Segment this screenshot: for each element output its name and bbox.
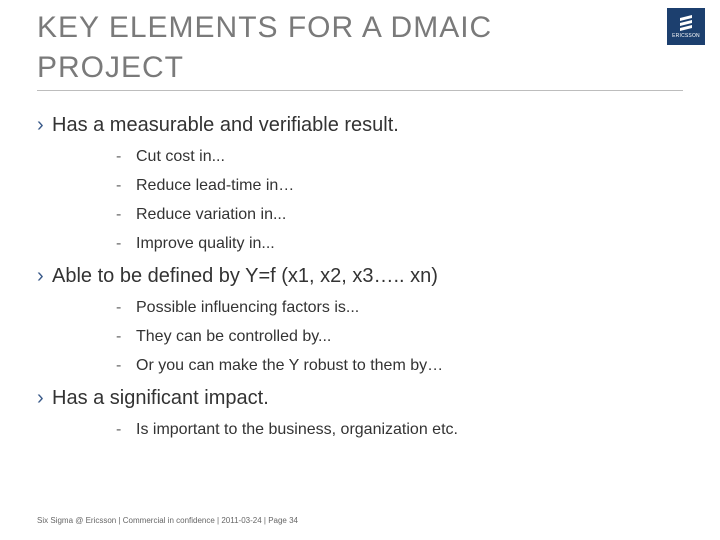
sub-text: They can be controlled by... — [136, 328, 332, 345]
bullet-item — [37, 108, 697, 142]
sub-text: Improve quality in... — [136, 235, 275, 252]
dash-icon: - — [116, 299, 122, 316]
dash-icon: - — [116, 421, 122, 438]
ericsson-mark-icon — [677, 15, 695, 31]
logo-wordmark: ERICSSON — [672, 32, 700, 39]
bullet-item — [37, 381, 697, 415]
sub-item — [116, 229, 697, 258]
dash-icon: - — [116, 177, 122, 194]
sub-item — [116, 351, 697, 380]
sub-list — [37, 142, 697, 258]
slide-body — [37, 108, 697, 445]
sub-item — [116, 171, 697, 200]
sub-text: Is important to the business, organization etc. — [136, 421, 458, 438]
ericsson-logo — [667, 8, 705, 45]
sub-text: Cut cost in... — [136, 148, 225, 165]
bullet-text: Able to be defined by Y=f (x1, x2, x3….. xn) — [52, 265, 438, 287]
slide-footer: Six Sigma @ Ericsson | Commercial in confidence | 2011-03-24 | Page 34 — [37, 516, 298, 525]
dash-icon: - — [116, 148, 122, 165]
sub-list — [37, 293, 697, 380]
bullet-group — [37, 108, 697, 258]
bullet-group — [37, 381, 697, 444]
sub-item — [116, 293, 697, 322]
bullet-text: Has a measurable and verifiable result. — [52, 114, 399, 136]
chevron-right-icon: › — [37, 114, 44, 136]
title-divider — [37, 90, 683, 91]
sub-item — [116, 415, 697, 444]
chevron-right-icon: › — [37, 387, 44, 409]
sub-text: Reduce variation in... — [136, 206, 287, 223]
dash-icon: - — [116, 235, 122, 252]
bullet-text: Has a significant impact. — [52, 387, 269, 409]
sub-text: Or you can make the Y robust to them by… — [136, 357, 444, 374]
sub-text: Possible influencing factors is... — [136, 299, 360, 316]
sub-item — [116, 142, 697, 171]
bullet-group — [37, 259, 697, 380]
sub-item — [116, 200, 697, 229]
dash-icon: - — [116, 206, 122, 223]
dash-icon: - — [116, 357, 122, 374]
bullet-item — [37, 259, 697, 293]
sub-item — [116, 322, 697, 351]
dash-icon: - — [116, 328, 122, 345]
chevron-right-icon: › — [37, 265, 44, 287]
sub-text: Reduce lead-time in… — [136, 177, 295, 194]
sub-list — [37, 415, 697, 444]
slide-title: KEY ELEMENTS FOR A DMAIC PROJECT — [37, 11, 493, 84]
